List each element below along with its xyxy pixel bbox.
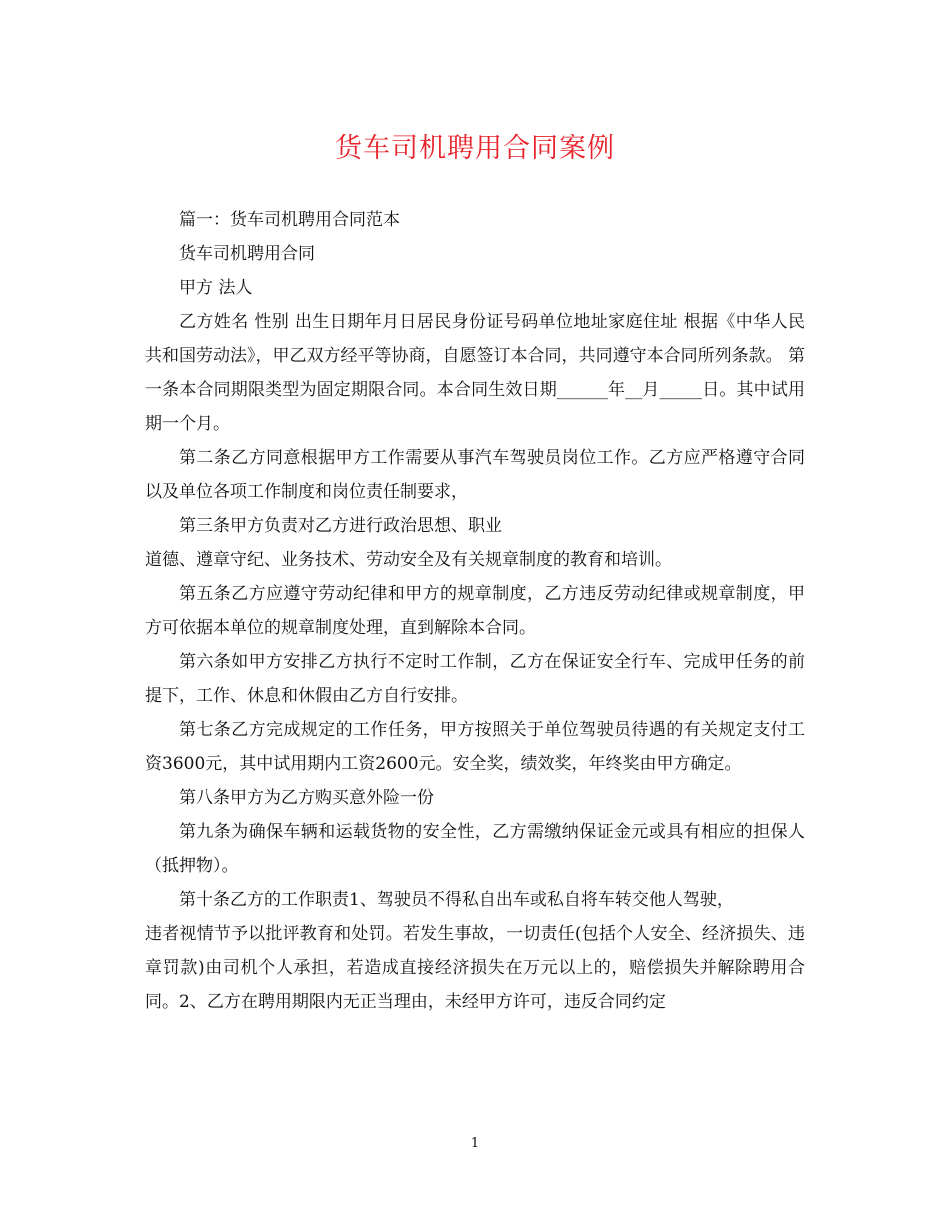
paragraph-party-a: 甲方 法人 [179, 278, 253, 298]
paragraph-article-7: 第七条乙方完成规定的工作任务，甲方按照关于单位驾驶员待遇的有关规定支付工资3600元，其中试用期内工资2600元。安全奖，绩效奖，年终奖由甲方确定。 [145, 720, 805, 774]
document-body [145, 203, 805, 1019]
page-number: 1 [470, 1136, 480, 1151]
paragraph-article-2: 第二条乙方同意根据甲方工作需要从事汽车驾驶员岗位工作。乙方应严格遵守合同以及单位各项工作制度和岗位责任制要求， [145, 448, 805, 502]
document-title: 货车司机聘用合同案例 [335, 133, 615, 164]
paragraph-article-9: 第九条为确保车辆和运载货物的安全性，乙方需缴纳保证金元或具有相应的担保人（抵押物）。 [145, 822, 805, 876]
paragraph-article-5: 第五条乙方应遵守劳动纪律和甲方的规章制度，乙方违反劳动纪律或规章制度，甲方可依据本单位的规章制度处理，直到解除本合同。 [145, 584, 805, 638]
paragraph-article-10-continued: 违者视情节予以批评教育和处罚。若发生事故，一切责任(包括个人安全、经济损失、违章罚款)由司机个人承担，若造成直接经济损失在万元以上的，赔偿损失并解除聘用合同。2、乙方在聘用期限内无正当理由，未经甲方许可，违反合同约定 [145, 924, 805, 1012]
paragraph-article-3-continued: 道德、遵章守纪、业务技术、劳动安全及有关规章制度的教育和培训。 [145, 550, 672, 570]
paragraph-article-6: 第六条如甲方安排乙方执行不定时工作制，乙方在保证安全行车、完成甲任务的前提下，工作、休息和休假由乙方自行安排。 [145, 652, 805, 706]
paragraph-article-10: 第十条乙方的工作职责1、驾驶员不得私自出车或私自将车转交他人驾驶， [179, 890, 734, 910]
paragraph-article-8: 第八条甲方为乙方购买意外险一份 [179, 788, 434, 808]
paragraph-section-heading: 篇一：货车司机聘用合同范本 [179, 210, 400, 230]
paragraph-article-3: 第三条甲方负责对乙方进行政治思想、职业 [179, 516, 502, 536]
paragraph-party-b: 乙方姓名 性别 出生日期年月日居民身份证号码单位地址家庭住址 根据《中华人民共和国劳动法》，甲乙双方经平等协商，自愿签订本合同，共同遵守本合同所列条款。 第一条本合同期限类型为固定期限合同。本合同生效日期______年__月_____日。其中试用期一个月。 [145, 312, 805, 434]
paragraph-contract-name: 货车司机聘用合同 [179, 244, 315, 264]
